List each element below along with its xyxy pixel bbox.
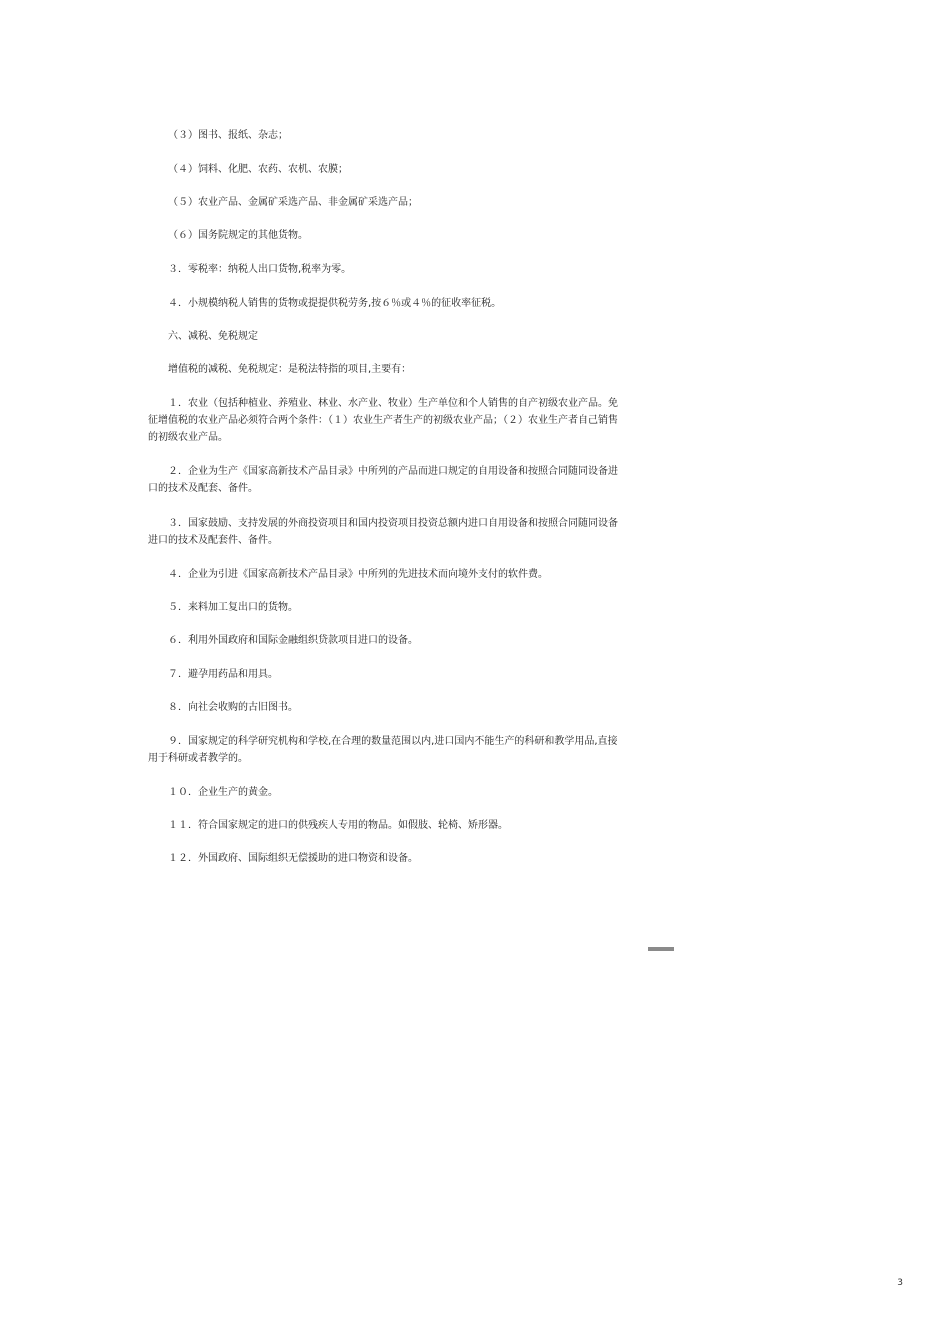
- paragraph-item-3: （３）图书、报纸、杂志；: [168, 130, 288, 141]
- paragraph-exemption-9: ９．国家规定的科学研究机构和学校,在合理的数量范围以内,进口国内不能生产的科研和教学用品,直接用于科研或者教学的。: [148, 736, 618, 764]
- paragraph-exemption-7: ７．避孕用药品和用具。: [168, 669, 278, 680]
- paragraph-exemption-12: １２．外国政府、国际组织无偿援助的进口物资和设备。: [168, 853, 418, 864]
- paragraph-exemption-1: １．农业（包括种植业、养殖业、林业、水产业、牧业）生产单位和个人销售的自产初级农业产品。免征增值税的农业产品必须符合两个条件：（１）农业生产者生产的初级农业产品；（２）农业生产者自己销售的初级农业产品。: [148, 398, 618, 443]
- paragraph-exemption-6: ６．利用外国政府和国际金融组织贷款项目进口的设备。: [168, 635, 418, 646]
- paragraph-exemption-11: １１．符合国家规定的进口的供残疾人专用的物品。如假肢、轮椅、矫形器。: [168, 820, 508, 831]
- paragraph-small-scale: ４．小规模纳税人销售的货物或提提供税劳务,按６％或４％的征收率征税。: [168, 298, 502, 309]
- paragraph-item-6: （６）国务院规定的其他货物。: [168, 230, 308, 241]
- paragraph-item-4: （４）饲料、化肥、农药、农机、农膜；: [168, 164, 348, 175]
- decorative-dash: [648, 947, 674, 951]
- section-heading: 六、减税、免税规定: [168, 331, 258, 342]
- paragraph-exemption-2: ２．企业为生产《国家高新技术产品目录》中所列的产品而进口规定的自用设备和按照合同随同设备进口的技术及配套、备件。: [148, 466, 618, 494]
- page-number: 3: [897, 1278, 903, 1288]
- paragraph-exemption-3: ３．国家鼓励、支持发展的外商投资项目和国内投资项目投资总额内进口自用设备和按照合同随同设备进口的技术及配套件、备件。: [148, 518, 618, 546]
- paragraph-exemption-5: ５．来料加工复出口的货物。: [168, 602, 298, 613]
- paragraph-zero-rate: ３．零税率：纳税人出口货物,税率为零。: [168, 264, 352, 275]
- paragraph-exemption-4: ４．企业为引进《国家高新技术产品目录》中所列的先进技术而向境外支付的软件费。: [168, 569, 548, 580]
- paragraph-item-5: （５）农业产品、金属矿采选产品、非金属矿采选产品；: [168, 197, 418, 208]
- paragraph-exemption-8: ８．向社会收购的古旧图书。: [168, 702, 298, 713]
- paragraph-intro: 增值税的减税、免税规定：是税法特指的项目,主要有：: [168, 364, 412, 375]
- paragraph-exemption-10: １０．企业生产的黄金。: [168, 787, 278, 798]
